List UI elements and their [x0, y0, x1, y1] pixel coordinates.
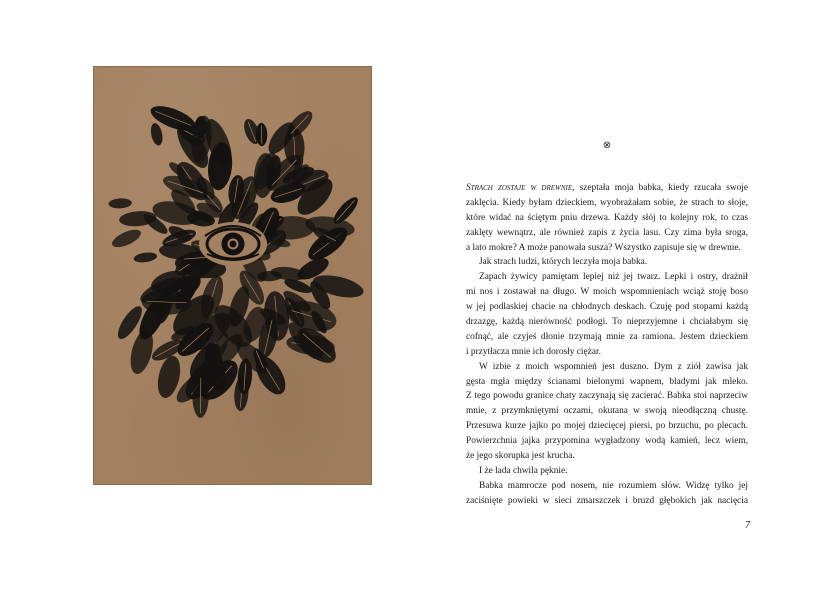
text-line — [466, 494, 748, 509]
text-line — [466, 196, 748, 211]
text-line — [466, 464, 748, 479]
leaf-shape — [304, 213, 356, 239]
text-line-content: zaklęty wewnątrz, ale również zapis z życia lasu. Czy zima była sroga, — [466, 227, 748, 238]
text-line — [466, 330, 748, 345]
text-line-content: zaklęcia. Kiedy byłam dzieckiem, wyobrażałam sobie, że strach to słoje, — [466, 197, 748, 208]
text-line-content: drzazgę, każdą nierówność podłogi. To nieprzyjemne i chciałabym się — [466, 317, 748, 328]
text-line-content: zaciśnięte powieki w sieci zmarszczek i bruzd głębokich jak nacięcia — [466, 495, 748, 506]
illustration-plate — [93, 66, 372, 485]
leaf-shape — [108, 198, 132, 209]
text-line — [466, 375, 748, 390]
text-line — [466, 434, 748, 449]
leaf-shape — [133, 251, 158, 264]
text-line — [466, 419, 748, 434]
text-line-content: mi nos i zostawał na długo. W moich wspomnieniach wciąż stoję boso — [466, 287, 748, 298]
text-line — [466, 226, 748, 241]
text-line-content: a lato mokre? A może panowała susza? Wszystko zapisuje się w drewnie. — [466, 242, 741, 253]
text-line — [466, 270, 748, 285]
text-line-content: W izbie z moich wspomnień jest duszno. Dym z ziół zawisa jak — [479, 361, 748, 372]
text-line — [466, 479, 748, 494]
text-line-content: mnie, z przymkniętymi oczami, okutana w swoją nieodłączną chustę. — [466, 406, 748, 417]
text-line-content: Z tego powodu granice chaty zaczynają się zacierać. Babka stoi naprzeciw — [466, 391, 748, 402]
text-line — [466, 181, 748, 196]
text-line — [466, 285, 748, 300]
text-line-content: Zapach żywicy pamiętam lepiej niż jej twarz. Lepki i ostry, drażnił — [479, 272, 748, 283]
text-line — [466, 389, 748, 404]
text-line-content: Przesuwa kurze jajko po mojej dziecięcej piersi, po brzuchu, po plecach. — [466, 421, 748, 432]
text-line-content: które widać na ściętym pniu drzewa. Każdy słój to kolejny rok, to czas — [466, 212, 748, 223]
text-line — [466, 404, 748, 419]
text-line — [466, 255, 748, 270]
text-line-content: cofnąć, ale czyjeś dłonie trzymają mnie za ramiona. Jestem dzieckiem — [466, 331, 748, 342]
body-text — [466, 181, 748, 509]
text-line-content: że jego skorupka jest krucha. — [466, 451, 575, 462]
text-line — [466, 315, 748, 330]
text-line-content: Babka mamrocze pod nosem, nie rozumiem słów. Widzę tylko jej — [479, 480, 748, 491]
text-line-content: gęsta mgła między ścianami bielonymi wapnem, bladymi jak mleko. — [466, 376, 748, 387]
lead-in-small-caps: Strach zostaje w drewnie — [466, 183, 573, 193]
text-line — [466, 241, 748, 256]
text-line-content: i przytłacza mnie ich dorosły ciężar. — [466, 346, 601, 357]
section-ornament: ⊗ — [602, 140, 612, 151]
text-line-content: w jej podlaskiej chacie na chłodnych deskach. Czuję pod stopami każdą — [466, 302, 748, 313]
leaf-wreath-eye-icon — [93, 66, 372, 485]
text-line — [466, 449, 748, 464]
text-line — [466, 360, 748, 375]
text-line-content: Powierzchnia jajka przypomina wygładzony wodą kamień, lecz wiem, — [466, 436, 748, 447]
text-line — [466, 345, 748, 360]
page-number: 7 — [745, 520, 750, 531]
text-line-content: , szeptała moja babka, kiedy rzucała swoje — [572, 183, 749, 193]
text-line — [466, 211, 748, 226]
leaf-shape — [149, 122, 164, 147]
leaf-shape — [110, 226, 144, 251]
text-line — [466, 300, 748, 315]
text-line-content: Jak strach ludzi, których leczyła moja babka. — [479, 257, 648, 268]
text-line-content: I że lada chwila pęknie. — [479, 465, 568, 476]
